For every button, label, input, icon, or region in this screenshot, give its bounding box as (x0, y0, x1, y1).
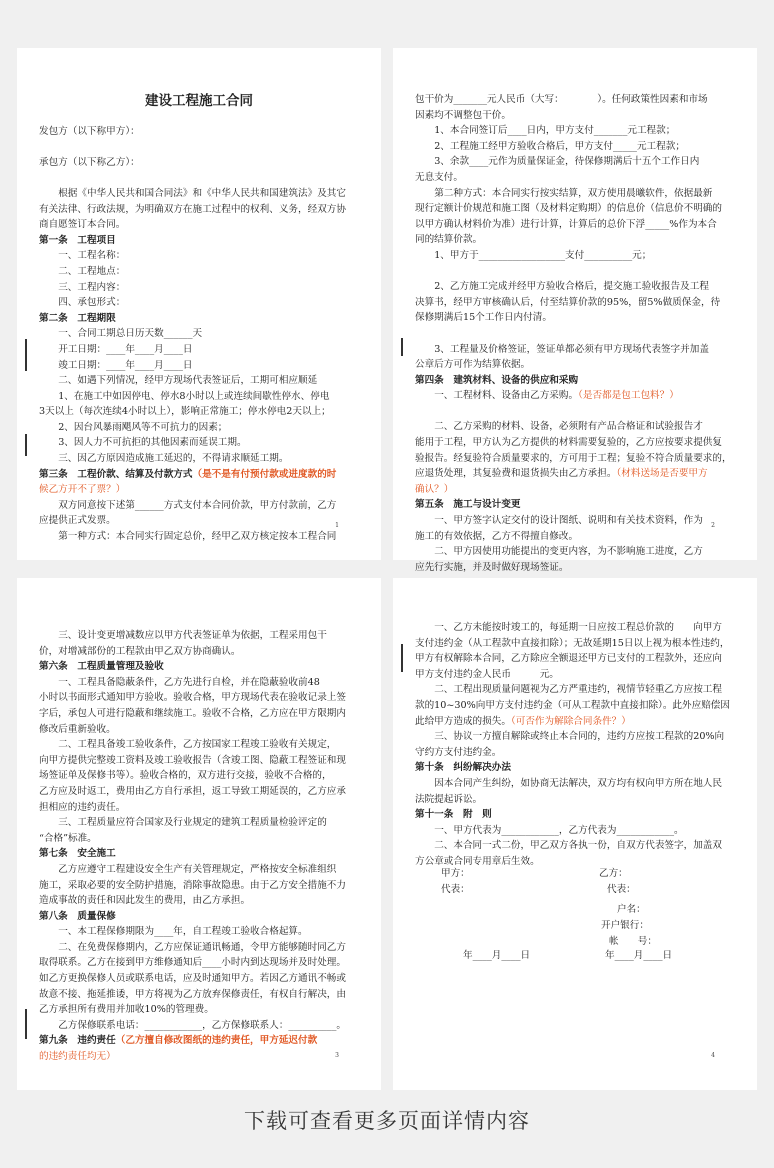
line-text: 第四条 建筑材料、设备的供应和采购 (415, 374, 579, 386)
line-text: 因本合同产生纠纷，如协商无法解决，双方均有权向甲方所在地人民 (434, 777, 722, 789)
line-text: 守约方支付违约金。 (415, 746, 502, 758)
text-line (39, 753, 359, 769)
text-line (415, 560, 735, 576)
text-line (415, 404, 735, 420)
line-text: 甲方支付违约金人民币 元。 (415, 668, 559, 680)
text-line (39, 768, 359, 784)
text-line (415, 482, 735, 498)
text-line (415, 170, 735, 186)
line-text: 双方同意按下述第______方式支付本合同价款，甲方付款前，乙方 (58, 499, 337, 511)
text-line (415, 388, 735, 404)
section-heading (39, 659, 359, 675)
margin-mark (25, 1009, 27, 1039)
line-text: 公章后方可作为结算依据。 (415, 359, 531, 371)
account-name-label: 户名： (617, 904, 646, 915)
text-line (415, 667, 735, 683)
text-line (39, 358, 359, 374)
text-line (415, 279, 735, 295)
text-line (39, 404, 359, 420)
line-text: 取得联系。乙方在接到甲方维修通知后____小时内到达现场并及时处理。 (39, 957, 346, 969)
section-heading (39, 1033, 359, 1049)
text-line (39, 389, 359, 405)
text-line (39, 264, 359, 280)
line-text: 字后，承包人可进行隐蔽和继续施工。验收不合格，乙方应在甲方限期内 (39, 707, 346, 719)
text-line (415, 451, 735, 467)
review-comment: 的违约责任均无） (39, 1051, 116, 1063)
line-text: 三、因乙方原因造成施工延迟的，不得请求顺延工期。 (58, 453, 289, 465)
line-text: 第七条 安全施工 (39, 848, 116, 860)
page-number: 3 (335, 1052, 339, 1060)
line-text: 款的10~30%向甲方支付违约金（可从工程款中直接扣除）。此外应赔偿因 (415, 699, 730, 711)
party-a-rep-label: 代表： (441, 884, 470, 895)
line-text: 商自愿签订本合同。 (39, 219, 126, 231)
line-text: 第五条 施工与设计变更 (415, 499, 521, 511)
margin-mark (401, 644, 403, 672)
line-text: 甲方有权解除本合同，乙方除应全额退还甲方已支付的工程款外，还应向 (415, 653, 722, 665)
line-text: 第九条 违约责任 (39, 1035, 116, 1047)
text-line (39, 498, 359, 514)
section-heading (415, 807, 735, 823)
text-line (39, 722, 359, 738)
text-line (39, 815, 359, 831)
text-line (39, 706, 359, 722)
line-text: 能用于工程，甲方认为乙方提供的材料需要复验的，乙方应按要求提供复 (415, 437, 722, 449)
text-line (39, 373, 359, 389)
text-line (39, 280, 359, 296)
line-text: 二、在免费保修期内，乙方应保证通讯畅通，令甲方能够随时同乙方 (58, 941, 346, 953)
text-line (39, 1002, 359, 1018)
text-line (39, 644, 359, 660)
line-text: 第二条 工程期限 (39, 312, 116, 324)
line-text: 故意不接、拖延推诿，甲方将视为乙方放弃保修责任，有权自行解决，由 (39, 988, 346, 1000)
document-page-2 (393, 48, 757, 573)
text-line (39, 924, 359, 940)
line-text: 三、协议一方擅自解除或终止本合同的，违约方应按工程款的20%向 (434, 731, 725, 743)
line-text: 此给甲方造成的损失。 (415, 715, 511, 727)
text-line (415, 682, 735, 698)
line-text: 一、合同工期总日历天数______天 (58, 328, 203, 340)
text-line (39, 955, 359, 971)
line-text: 二、本合同一式二份，甲乙双方各执一份，自双方代表签字，加盖双 (434, 840, 722, 852)
text-line (39, 420, 359, 436)
text-line (415, 651, 735, 667)
text-line (415, 838, 735, 854)
line-text: 三、工程质量应符合国家及行业规定的建筑工程质量检验评定的 (58, 817, 327, 829)
text-line (39, 1049, 359, 1065)
text-line (39, 893, 359, 909)
text-line (39, 326, 359, 342)
line-text: 乙方保修联系电话：____________，乙方保修联系人：__________。 (58, 1019, 346, 1031)
text-line (415, 342, 735, 358)
review-comment: 确认？） (415, 483, 454, 495)
line-text: 三、设计变更增减数应以甲方代表签证单为依据，工程采用包干 (58, 630, 327, 641)
text-line (39, 124, 359, 140)
line-text: 二、工程地点： (58, 265, 126, 277)
text-line (415, 217, 735, 233)
text-line (415, 108, 735, 124)
line-text: “合格”标准。 (39, 832, 97, 844)
text-line (39, 690, 359, 706)
line-text: 第一条 工程项目 (39, 234, 116, 246)
account-number-label: 帐 号： (609, 936, 657, 947)
line-text: 修改后重新验收。 (39, 723, 116, 735)
line-text: 第六条 工程质量管理及验收 (39, 661, 164, 673)
section-heading (39, 233, 359, 249)
section-heading (39, 909, 359, 925)
page-body (415, 92, 735, 575)
page-body (39, 628, 359, 1065)
text-line (39, 248, 359, 264)
section-heading (39, 311, 359, 327)
line-text: 第八条 质量保修 (39, 910, 116, 922)
review-comment: （材料送场是否要甲方 (616, 468, 708, 480)
line-text: 1、在施工中如因停电、停水8小时以上或连续间歇性停水、停电 (58, 390, 330, 402)
text-line (39, 202, 359, 218)
line-text: 1、本合同签订后____日内，甲方支付_______元工程款； (434, 125, 676, 137)
text-line (415, 92, 735, 108)
page-body (415, 620, 735, 870)
text-line (39, 295, 359, 311)
line-text: 一、工程材料、设备由乙方采购。 (434, 390, 579, 402)
line-text: 应退货处理，其复验费和退货损失由乙方承担。 (415, 468, 617, 480)
document-page-4 (393, 578, 757, 1090)
line-text: 同的结算价款。 (415, 234, 483, 246)
text-line (39, 139, 359, 155)
line-text: 保修期满后15个工作日内付清。 (415, 312, 552, 324)
line-text: 一、工程具备隐蔽条件，乙方先进行自检，并在隐蔽验收前48 (58, 676, 320, 688)
line-text: 承包方（以下称乙方）： (39, 156, 140, 168)
line-text: 四、承包形式： (58, 297, 126, 309)
line-text: 如乙方更换保修人员或联系电话，应及时通知甲方。若因乙方通讯不畅或 (39, 973, 346, 985)
party-b-date: 年____月____日 (605, 950, 673, 961)
line-text: 一、乙方未能按时竣工的，每延期一日应按工程总价款的 向甲方 (434, 622, 722, 633)
text-line (415, 792, 735, 808)
text-line (39, 186, 359, 202)
page-number: 4 (711, 1052, 715, 1060)
bank-label: 开户银行： (601, 920, 649, 931)
text-line (415, 201, 735, 217)
margin-mark (25, 434, 27, 456)
text-line (415, 419, 735, 435)
text-line (415, 729, 735, 745)
line-text: 根据《中华人民共和国合同法》和《中华人民共和国建筑法》及其它 (58, 187, 346, 199)
text-line (39, 451, 359, 467)
review-comment: （乙方擅自修改图纸的违约责任，甲方延迟付款 (115, 1035, 318, 1047)
line-text: 二、如遇下列情况，经甲方现场代表签证后，工期可相应顺延 (58, 375, 318, 387)
text-line (415, 823, 735, 839)
party-a-date: 年____月____日 (463, 950, 531, 961)
line-text: 二、甲方因使用功能提出的变更内容，为不影响施工进度，乙方 (434, 546, 703, 558)
line-text: 一、甲方签字认定交付的设计图纸、说明和有关技术资料，作为 (434, 515, 703, 527)
text-line (39, 513, 359, 529)
line-text: 方公章或合同专用章后生效。 (415, 855, 540, 867)
text-line (39, 435, 359, 451)
line-text: 乙方应及时返工，费用由乙方自行承担，返工导致工期延误的，乙方应承 (39, 785, 346, 797)
line-text: 3、工程量及价格签证，签证单都必须有甲方现场代表签字并加盖 (434, 343, 709, 355)
text-line (415, 636, 735, 652)
line-text: 三、工程内容： (58, 281, 126, 293)
party-b-rep-label: 代表： (607, 884, 636, 895)
text-line (39, 862, 359, 878)
text-line (39, 784, 359, 800)
review-comment: （可否作为解除合同条件？） (510, 715, 631, 727)
line-text: 包干价为_______元人民币（大写： ）。任何政策性因素和市场 (415, 94, 708, 105)
text-line (415, 745, 735, 761)
review-comment: 候乙方开不了票？） (39, 484, 126, 496)
line-text: 2、工程施工经甲方验收合格后，甲方支付_____元工程款； (434, 140, 685, 152)
line-text: 二、工程具备竣工验收条件，乙方按国家工程竣工验收有关规定， (58, 739, 337, 751)
text-line (39, 482, 359, 498)
review-comment: （是不是有付预付款或进度款的时 (192, 468, 337, 480)
text-line (39, 737, 359, 753)
text-line (39, 831, 359, 847)
line-text: 一、甲方代表为____________，乙方代表为____________。 (434, 824, 684, 836)
text-line (39, 940, 359, 956)
text-line (39, 1018, 359, 1034)
text-line (39, 800, 359, 816)
text-line (415, 232, 735, 248)
margin-mark (401, 338, 403, 356)
line-text: 第三条 工程价款、结算及付款方式 (39, 468, 193, 480)
line-text: 乙方应遵守工程建设安全生产有关管理规定，严格按安全标准组织 (58, 863, 337, 875)
text-line (39, 529, 359, 545)
line-text: 2、乙方施工完成并经甲方验收合格后，提交施工验收报告及工程 (434, 281, 709, 293)
review-comment: （是否都是包工包料？） (578, 390, 679, 402)
line-text: 施工，采取必要的安全防护措施，消除事故隐患。由于乙方安全措施不力 (39, 879, 346, 891)
text-line (415, 154, 735, 170)
line-text: 验报告。经复验符合质量要求的，方可用于工程；复验不符合质量要求的， (415, 452, 732, 464)
text-line (415, 529, 735, 545)
document-page-3 (17, 578, 381, 1090)
section-heading (415, 760, 735, 776)
line-text: 3、余款____元作为质量保证金，待保修期满后十五个工作日内 (434, 156, 700, 168)
line-text: 第二种方式：本合同实行按实结算，双方使用晨曦软件，依据最新 (434, 187, 713, 199)
page-body (39, 124, 359, 545)
party-b-label: 乙方： (599, 868, 628, 879)
text-line (415, 248, 735, 264)
text-line (415, 466, 735, 482)
line-text: 小时以书面形式通知甲方验收。验收合格，甲方现场代表在验收记录上签 (39, 692, 346, 704)
line-text: 应提供正式发票。 (39, 515, 116, 527)
line-text: 第十一条 附 则 (415, 809, 492, 821)
line-text: 有关法律、行政法规，为明确双方在施工过程中的权利、义务，经双方协 (39, 203, 346, 215)
line-text: 2、因台风暴雨飓风等不可抗力的因素； (58, 421, 228, 433)
page-number: 2 (711, 522, 715, 530)
line-text: 第十条 纠纷解决办法 (415, 762, 511, 774)
line-text: 第一种方式：本合同实行固定总价，经甲乙双方核定按本工程合同 (58, 531, 337, 543)
text-line (415, 513, 735, 529)
line-text: 3、因人力不可抗拒的其他因素而延误工期。 (58, 437, 247, 449)
section-heading (39, 846, 359, 862)
text-line (39, 628, 359, 644)
text-line (415, 714, 735, 730)
line-text: 二、工程出现质量问题视为乙方严重违约，视情节轻重乙方应按工程 (434, 684, 722, 696)
text-line (39, 675, 359, 691)
line-text: 因素均不调整包干价。 (415, 109, 511, 121)
text-line (415, 326, 735, 342)
line-text: 价，对增减部份的工程款由甲乙双方协商确认。 (39, 645, 241, 657)
contract-title: 建设工程施工合同 (145, 93, 253, 109)
line-text: 决算书，经甲方审核确认后，付至结算价款的95%，留5%做质保金，待 (415, 296, 721, 308)
line-text: 支付违约金（从工程款中直接扣除）；无故延期15日以上视为根本性违约， (415, 637, 730, 649)
text-line (39, 971, 359, 987)
line-text: 开工日期：____年____月____日 (58, 343, 193, 355)
text-line (39, 170, 359, 186)
line-text: 竣工日期：____年____月____日 (58, 359, 193, 371)
text-line (39, 155, 359, 171)
party-a-label: 甲方： (441, 868, 470, 879)
text-line (415, 186, 735, 202)
line-text: 场签证单及保修书等）。验收合格的，双方进行交接，验收不合格的， (39, 770, 332, 782)
footer-caption: 下载可查看更多页面详情内容 (244, 1109, 530, 1133)
section-heading (415, 497, 735, 513)
document-page-1 (17, 48, 381, 560)
text-line (39, 217, 359, 233)
text-line (39, 342, 359, 358)
line-text: 无息支付。 (415, 171, 463, 183)
text-line (415, 698, 735, 714)
text-line (415, 620, 735, 636)
page-number: 1 (335, 522, 339, 530)
line-text: 应先行实施，并及时做好现场签证。 (415, 561, 569, 573)
text-line (415, 310, 735, 326)
text-line (415, 139, 735, 155)
line-text: 现行定额计价规范和施工图（及材料定购期）的信息价（信息价不明确的 (415, 203, 722, 215)
text-line (415, 264, 735, 280)
line-text: 施工的有效依据，乙方不得擅自修改。 (415, 530, 579, 542)
section-heading (39, 467, 359, 483)
text-line (415, 435, 735, 451)
text-line (415, 544, 735, 560)
line-text: 1、甲方于__________________支付__________元； (434, 249, 652, 261)
line-text: 以甲方确认材料价为准）进行计算，计算后的总价下浮_____%作为本合 (415, 218, 717, 230)
line-text: 乙方承担所有费用并加收10%的管理费。 (39, 1004, 214, 1016)
text-line (39, 987, 359, 1003)
text-line (415, 295, 735, 311)
line-text: 一、本工程保修期限为____年，自工程竣工验收合格起算。 (58, 926, 308, 938)
line-text: 一、工程名称： (58, 250, 126, 262)
line-text: 向甲方提供完整竣工资料及竣工验收报告（含竣工图、隐蔽工程签证和现 (39, 754, 346, 766)
line-text: 3天以上（每次连续4小时以上），影响正常施工；停水停电2天以上； (39, 406, 331, 418)
line-text: 造成事故的责任和因此发生的费用，由乙方承担。 (39, 895, 251, 907)
text-line (39, 878, 359, 894)
section-heading (415, 373, 735, 389)
margin-mark (25, 339, 27, 371)
line-text: 担相应的违约责任。 (39, 801, 126, 813)
text-line (415, 776, 735, 792)
text-line (415, 123, 735, 139)
text-line (415, 357, 735, 373)
line-text: 法院提起诉讼。 (415, 793, 483, 805)
line-text: 二、乙方采购的材料、设备，必须附有产品合格证和试验报告才 (434, 421, 703, 433)
line-text: 发包方（以下称甲方）： (39, 125, 140, 137)
